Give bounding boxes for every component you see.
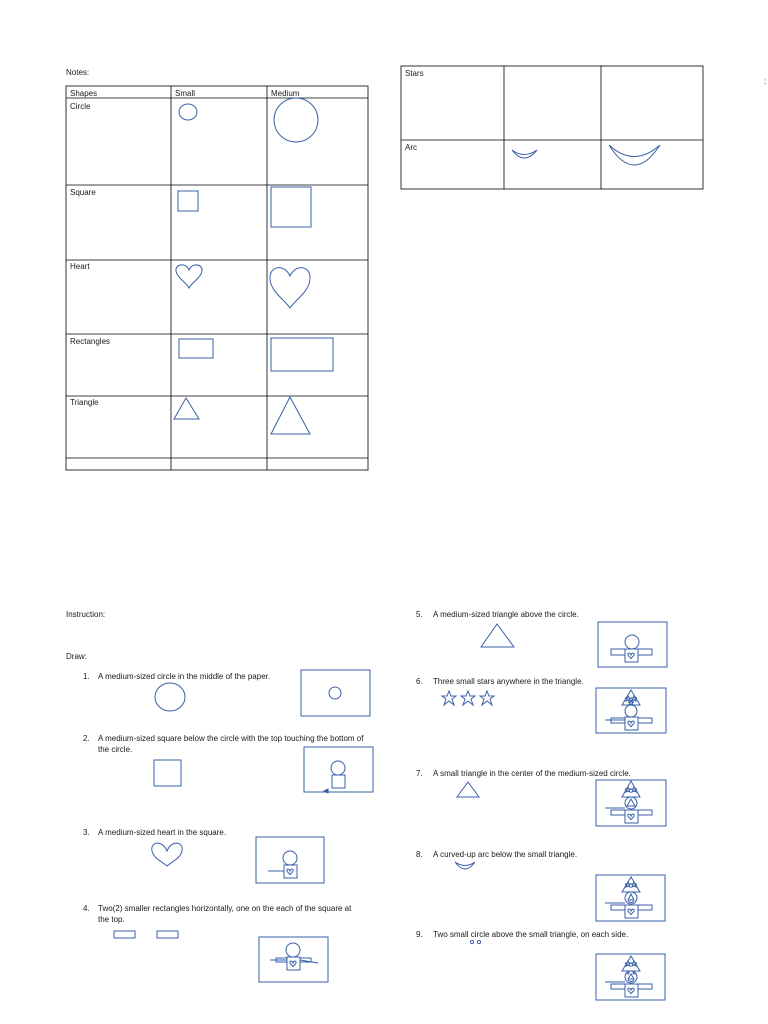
- small-circle-drawing: [179, 104, 197, 120]
- step6-stars-drawing: [442, 691, 494, 705]
- step1-circle-drawing: [155, 683, 185, 711]
- row-label-heart: Heart: [70, 262, 90, 271]
- step-number: 1.: [83, 672, 90, 681]
- medium-triangle-drawing: [271, 397, 310, 434]
- small-square-drawing: [178, 191, 198, 211]
- step3-heart-drawing: [152, 843, 182, 866]
- step-number: 9.: [416, 930, 423, 939]
- step3-preview-frame: [256, 837, 324, 883]
- instruction-label: Instruction:: [66, 610, 106, 619]
- step5-triangle-drawing: [481, 624, 514, 647]
- step-number: 2.: [83, 734, 90, 743]
- step-text: A medium-sized triangle above the circle.: [433, 610, 579, 619]
- step9-preview-frame: [596, 954, 665, 1000]
- step6-preview-frame: [596, 688, 666, 733]
- step8-preview-frame: [596, 875, 665, 921]
- row-label-arc: Arc: [405, 143, 417, 152]
- row-label-triangle: Triangle: [70, 398, 99, 407]
- step-text: A small triangle in the center of the medium-sized circle.: [433, 769, 631, 778]
- small-arc-drawing: [512, 150, 537, 158]
- step-text: A medium-sized circle in the middle of the paper.: [98, 672, 271, 681]
- step-text: A medium-sized heart in the square.: [98, 828, 227, 837]
- step2-preview-frame: [304, 747, 373, 793]
- step9-small-circles-drawing: [470, 940, 480, 943]
- step-text: A medium-sized square below the circle with the top touching the bottom of the circle.: [98, 734, 364, 754]
- row-label-circle: Circle: [70, 102, 91, 111]
- step-text: Two(2) smaller rectangles horizontally, one on the each of the square at the top.: [98, 904, 352, 924]
- draw-label: Draw:: [66, 652, 87, 661]
- step-text: Three small stars anywhere in the triangle.: [433, 677, 584, 686]
- step-number: 6.: [416, 677, 423, 686]
- small-triangle-drawing: [174, 398, 199, 419]
- medium-heart-drawing: [270, 268, 310, 308]
- step-text: Two small circle above the small triangle, on each side.: [433, 930, 629, 939]
- step1-preview-frame: [301, 670, 370, 716]
- notes-label: Notes:: [66, 68, 90, 77]
- step-number: 3.: [83, 828, 90, 837]
- step4-rectangle-right-drawing: [157, 931, 178, 938]
- step-number: 5.: [416, 610, 423, 619]
- step7-preview-frame: [596, 780, 666, 826]
- table-header-small: Small: [175, 89, 196, 98]
- step4-rectangle-left-drawing: [114, 931, 135, 938]
- stars-arc-table: [401, 66, 703, 189]
- margin-mark: :: [764, 77, 767, 86]
- table-header-medium: Medium: [271, 89, 300, 98]
- step-number: 4.: [83, 904, 90, 913]
- step4-preview-frame: [259, 937, 328, 982]
- medium-circle-drawing: [274, 98, 318, 142]
- step2-square-drawing: [154, 760, 181, 786]
- medium-arc-drawing: [609, 145, 660, 165]
- step8-arc-drawing: [455, 862, 475, 869]
- small-rectangle-drawing: [179, 339, 213, 358]
- step7-triangle-drawing: [457, 782, 479, 797]
- small-heart-drawing: [176, 265, 202, 288]
- row-label-rectangles: Rectangles: [70, 337, 111, 346]
- medium-rectangle-drawing: [271, 338, 333, 371]
- step-text: A curved-up arc below the small triangle.: [433, 850, 578, 859]
- step-number: 8.: [416, 850, 423, 859]
- table-header-shapes: Shapes: [70, 89, 98, 98]
- medium-square-drawing: [271, 187, 311, 227]
- row-label-square: Square: [70, 188, 96, 197]
- step-number: 7.: [416, 769, 423, 778]
- step5-preview-frame: [598, 622, 667, 667]
- shapes-table: [66, 86, 368, 470]
- row-label-stars: Stars: [405, 69, 424, 78]
